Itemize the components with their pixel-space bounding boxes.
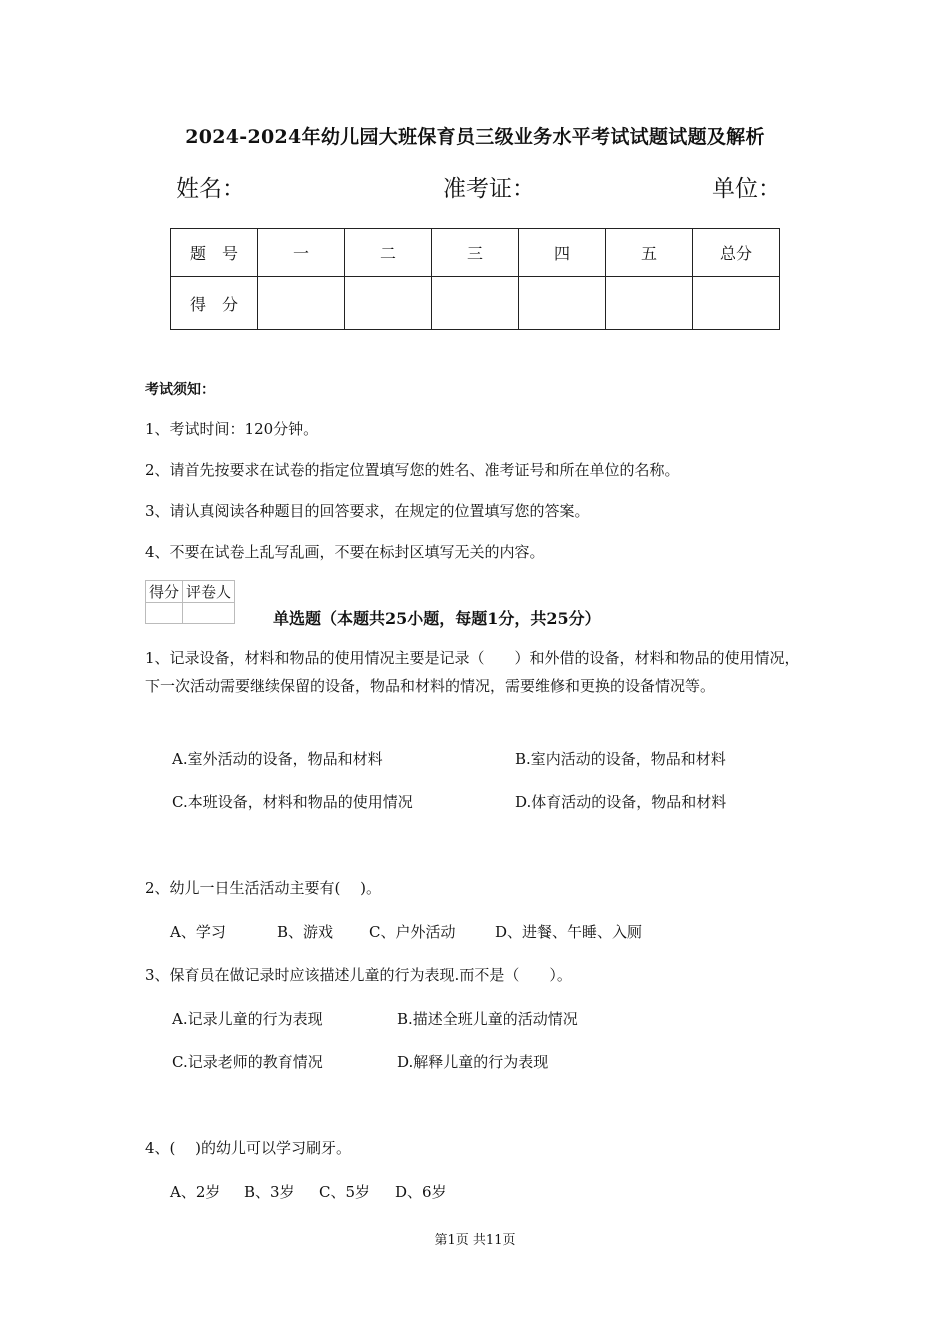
question-option[interactable]: D.解释儿童的行为表现 [397,1053,549,1071]
score-cell[interactable] [693,277,780,330]
score-header-cell: 一 [258,229,345,277]
question-option[interactable]: C、5岁 [319,1183,371,1201]
score-header-cell: 题 号 [171,229,258,277]
score-header-cell: 五 [606,229,693,277]
notice-item: 3、请认真阅读各种题目的回答要求，在规定的位置填写您的答案。 [145,502,590,520]
score-header-cell: 二 [345,229,432,277]
question-option[interactable]: B.室内活动的设备，物品和材料 [515,750,726,768]
question-stem: 4、( )的幼儿可以学习刷牙。 [145,1139,352,1157]
question-stem: 2、幼儿一日生活活动主要有( )。 [145,879,382,897]
score-cell[interactable] [519,277,606,330]
score-table-score-row [171,277,780,330]
grader-reviewer-cell[interactable] [183,603,235,624]
question-option[interactable]: B、游戏 [277,923,334,941]
grader-score-label: 得分 [146,581,183,603]
page-title: 2024-2024年幼儿园大班保育员三级业务水平考试试题试题及解析 [185,126,765,148]
score-table-header-row [171,229,780,277]
score-cell[interactable] [258,277,345,330]
score-row-label: 得 分 [171,277,258,330]
question-option[interactable]: A.室外活动的设备，物品和材料 [172,750,383,768]
grader-score-cell[interactable] [146,603,183,624]
question-stem: 3、保育员在做记录时应该描述儿童的行为表现.而不是（ ）。 [145,966,572,984]
unit-label: 单位： [712,176,781,202]
grader-box [145,580,235,624]
question-option[interactable]: B、3岁 [244,1183,295,1201]
score-header-cell: 三 [432,229,519,277]
page-footer: 第1页 共11页 [434,1233,516,1248]
question-option[interactable]: B.描述全班儿童的活动情况 [397,1010,578,1028]
question-option[interactable]: C.本班设备，材料和物品的使用情况 [172,793,413,811]
question-option[interactable]: A、学习 [170,923,226,941]
notice-heading: 考试须知： [145,382,215,398]
question-option[interactable]: C、户外活动 [369,923,456,941]
question-option[interactable]: C.记录老师的教育情况 [172,1053,323,1071]
score-table [170,228,780,330]
question-option[interactable]: A.记录儿童的行为表现 [172,1010,323,1028]
score-cell[interactable] [606,277,693,330]
question-option[interactable]: D、进餐、午睡、入厕 [495,923,643,941]
question-option[interactable]: A、2岁 [170,1183,221,1201]
score-header-cell: 总分 [693,229,780,277]
score-cell[interactable] [345,277,432,330]
name-label: 姓名： [176,176,245,202]
score-header-cell: 四 [519,229,606,277]
grader-reviewer-label: 评卷人 [183,581,235,603]
notice-item: 2、请首先按要求在试卷的指定位置填写您的姓名、准考证号和所在单位的名称。 [145,461,680,479]
exam-id-label: 准考证： [443,176,535,202]
question-option[interactable]: D、6岁 [395,1183,447,1201]
notice-item: 4、不要在试卷上乱写乱画，不要在标封区填写无关的内容。 [145,543,545,561]
section-title: 单选题（本题共25小题，每题1分，共25分） [273,609,601,628]
score-cell[interactable] [432,277,519,330]
notice-item: 1、考试时间：120分钟。 [145,420,319,438]
question-option[interactable]: D.体育活动的设备，物品和材料 [515,793,727,811]
question-stem: 1、记录设备，材料和物品的使用情况主要是记录（ ）和外借的设备，材料和物品的使用情况，下一次活动需要继续保留的设备，物品和材料的情况，需要维修和更换的设备情况等。 [145,649,800,695]
